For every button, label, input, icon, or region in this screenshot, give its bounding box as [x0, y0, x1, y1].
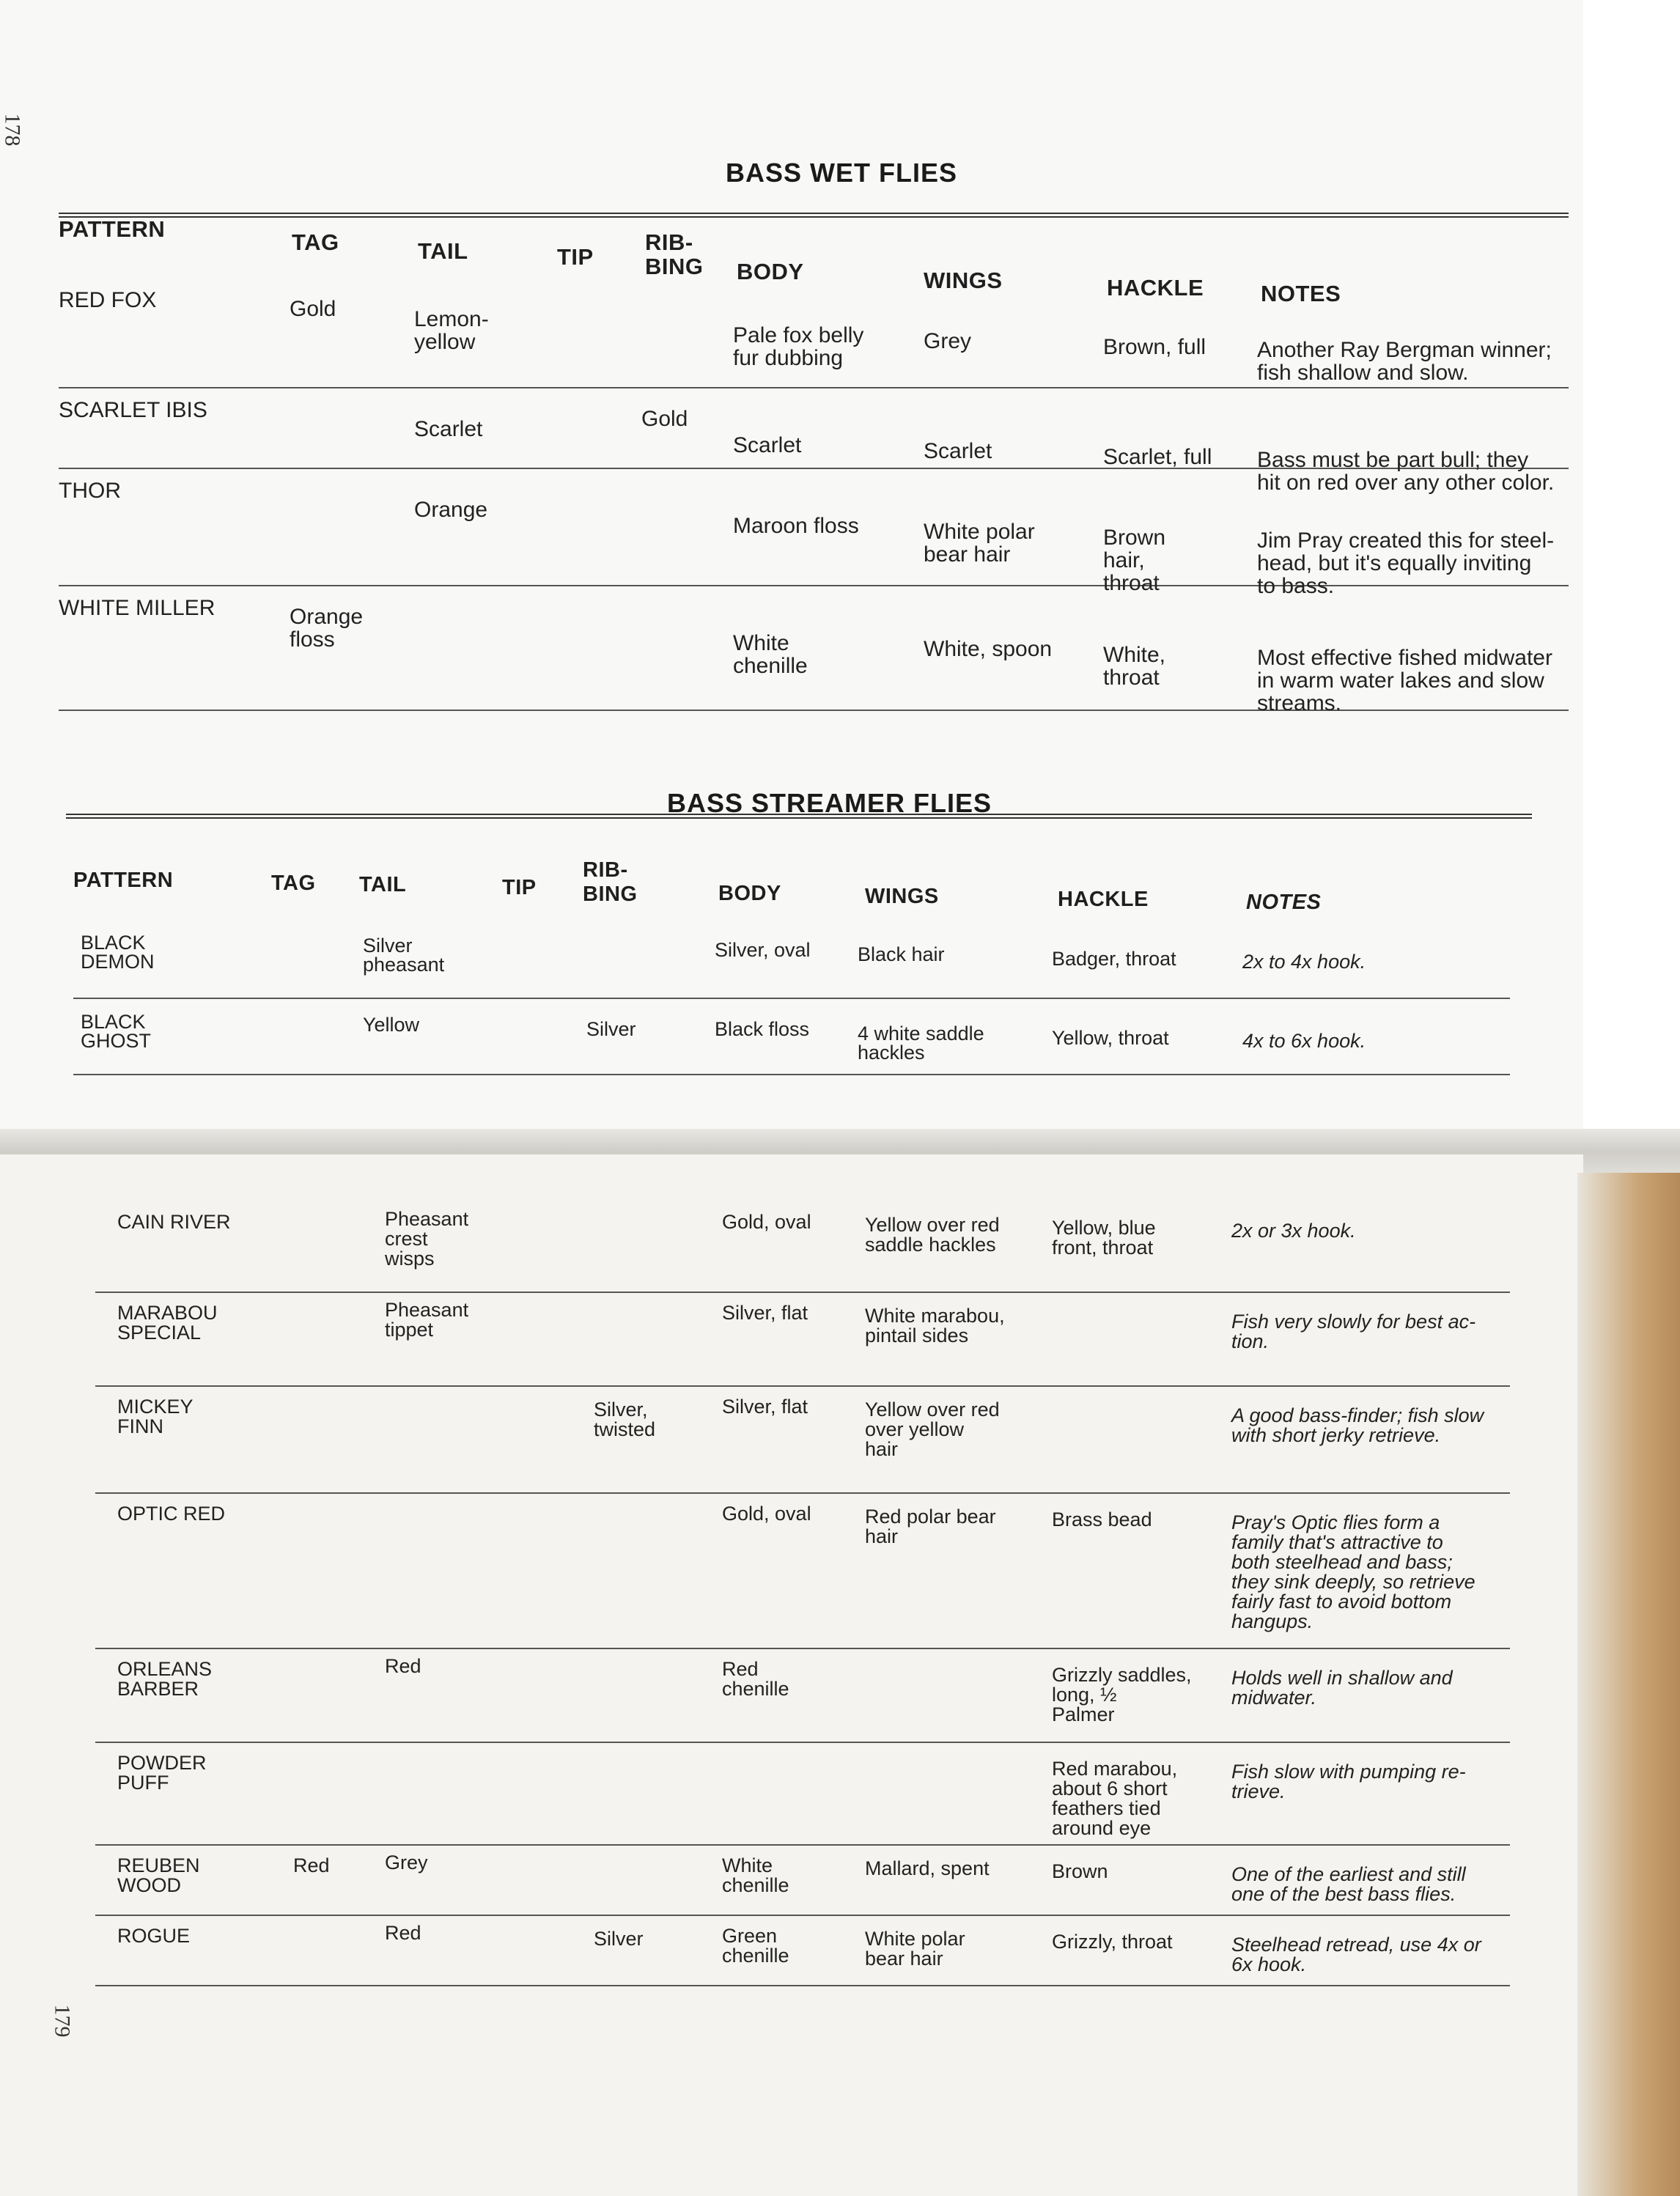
cell-hackle: Badger, throat: [1052, 948, 1176, 970]
cell-tail: Scarlet: [414, 417, 483, 441]
cell-tail: Pheasant crest wisps: [385, 1208, 469, 1270]
cell-tail: Lemon- yellow: [414, 307, 489, 354]
cell-body: Red chenille: [722, 1658, 789, 1700]
cell-pattern: REUBEN WOOD: [117, 1854, 200, 1896]
header-tip: TIP: [502, 876, 537, 899]
cell-ribbing: Silver, twisted: [594, 1399, 656, 1440]
header-hackle: HACKLE: [1107, 275, 1204, 301]
cell-hackle: Grizzly, throat: [1052, 1931, 1173, 1953]
streamer-flies-title: BASS STREAMER FLIES: [667, 788, 992, 818]
cell-notes: Bass must be part bull; they hit on red over any other color.: [1257, 448, 1555, 495]
cell-pattern: OPTIC RED: [117, 1503, 226, 1525]
cell-wings: Mallard, spent: [865, 1857, 990, 1879]
cell-body: Silver, flat: [722, 1396, 808, 1418]
table-row: [95, 1293, 1510, 1387]
cell-hackle: Scarlet, full: [1103, 445, 1212, 469]
header-tail: TAIL: [359, 873, 407, 896]
cell-wings: 4 white saddle hackles: [858, 1023, 984, 1064]
cell-tail: Pheasant tippet: [385, 1299, 469, 1341]
page-number-top: 178: [0, 113, 25, 147]
header-body: BODY: [718, 882, 781, 905]
header-tip: TIP: [557, 244, 594, 270]
cell-pattern: MARABOU SPECIAL: [117, 1302, 218, 1344]
header-tag: TAG: [271, 872, 316, 895]
table-row: [95, 1387, 1510, 1494]
cell-wings: White polar bear hair: [865, 1928, 965, 1970]
table-row: [95, 1743, 1510, 1846]
cell-notes: Jim Pray created this for steel- head, but it's equally inviting to bass.: [1257, 528, 1555, 598]
page-number-bottom: 179: [50, 2004, 75, 2038]
cell-pattern: CAIN RIVER: [117, 1211, 231, 1233]
header-notes: NOTES: [1246, 891, 1322, 914]
streamer-flies-table-continued: [95, 1202, 1510, 1986]
book-cover-edge: [1577, 1173, 1680, 2196]
cell-tail: Orange: [414, 498, 488, 522]
cell-body: Green chenille: [722, 1925, 789, 1967]
cell-notes: 2x to 4x hook.: [1242, 951, 1366, 973]
cell-body: Black floss: [715, 1018, 810, 1040]
header-tail: TAIL: [418, 238, 468, 264]
cell-pattern: THOR: [59, 479, 121, 503]
cell-pattern: BLACK GHOST: [81, 1011, 152, 1052]
cell-body: Gold, oval: [722, 1211, 811, 1233]
cell-wings: Yellow over red saddle hackles: [865, 1214, 1000, 1256]
cell-hackle: Brown, full: [1103, 335, 1206, 359]
cell-hackle: Grizzly saddles, long, ½ Palmer: [1052, 1664, 1192, 1725]
cell-wings: Red polar bear hair: [865, 1506, 996, 1547]
table-row: [59, 586, 1569, 715]
cell-pattern: MICKEY FINN: [117, 1396, 194, 1437]
cell-body: Pale fox belly fur dubbing: [733, 323, 864, 370]
cell-pattern: ROGUE: [117, 1925, 191, 1947]
table-row: [95, 1649, 1510, 1743]
cell-tag: Gold: [290, 297, 336, 321]
streamer-flies-rows-top: [73, 920, 1510, 1075]
cell-tag: Red: [293, 1854, 330, 1876]
streamer-flies-table: [73, 854, 1510, 1075]
cell-wings: Grey: [924, 329, 972, 353]
cell-ribbing: Silver: [594, 1928, 644, 1950]
cell-pattern: POWDER PUFF: [117, 1752, 207, 1794]
cell-hackle: Brass bead: [1052, 1508, 1152, 1530]
cell-notes: Fish very slowly for best ac- tion.: [1231, 1311, 1476, 1352]
cell-tail: Silver pheasant: [363, 935, 445, 976]
cell-hackle: Brown: [1052, 1860, 1108, 1882]
cell-pattern: BLACK DEMON: [81, 932, 155, 973]
header-tag: TAG: [292, 229, 339, 255]
cell-notes: 2x or 3x hook.: [1231, 1220, 1356, 1242]
cell-notes: A good bass-finder; fish slow with short jerky retrieve.: [1231, 1404, 1484, 1446]
cell-body: Gold, oval: [722, 1503, 811, 1525]
streamer-flies-rows-bottom: [95, 1202, 1510, 1986]
header-pattern: PATTERN: [59, 216, 166, 242]
cell-hackle: Red marabou, about 6 short feathers tied around eye: [1052, 1758, 1178, 1839]
header-pattern: PATTERN: [73, 869, 174, 892]
table-row: [59, 469, 1569, 598]
cell-body: White chenille: [722, 1854, 789, 1896]
cell-wings: White marabou, pintail sides: [865, 1305, 1005, 1346]
cell-wings: White, spoon: [924, 637, 1053, 661]
header-wings: WINGS: [924, 268, 1003, 293]
header-hackle: HACKLE: [1058, 888, 1149, 911]
cell-hackle: Brown hair, throat: [1103, 526, 1166, 595]
cell-body: White chenille: [733, 631, 808, 678]
cell-pattern: ORLEANS BARBER: [117, 1658, 213, 1700]
wet-flies-rows: [59, 279, 1569, 715]
header-wings: WINGS: [865, 885, 939, 908]
cell-tag: Orange floss: [290, 605, 364, 652]
cell-notes: Holds well in shallow and midwater.: [1231, 1667, 1453, 1709]
cell-notes: Another Ray Bergman winner; fish shallow and slow.: [1257, 338, 1552, 385]
header-notes: NOTES: [1261, 281, 1341, 306]
cell-notes: Fish slow with pumping re- trieve.: [1231, 1761, 1466, 1802]
cell-ribbing: Gold: [641, 407, 688, 431]
cell-notes: 4x to 6x hook.: [1242, 1030, 1366, 1052]
cell-notes: Steelhead retread, use 4x or 6x hook.: [1231, 1934, 1481, 1975]
cell-wings: White polar bear hair: [924, 520, 1035, 567]
cell-tail: Grey: [385, 1852, 428, 1873]
cell-notes: Most effective fished midwater in warm water lakes and slow streams.: [1257, 646, 1552, 715]
header-ribbing: RIB- BING: [583, 858, 638, 906]
cell-pattern: WHITE MILLER: [59, 596, 215, 620]
cell-hackle: White, throat: [1103, 643, 1166, 690]
table-row: [95, 1846, 1510, 1916]
cell-body: Maroon floss: [733, 514, 859, 538]
cell-body: Silver, oval: [715, 939, 811, 961]
streamer-flies-top-rule: [66, 814, 1532, 819]
cell-pattern: SCARLET IBIS: [59, 398, 207, 422]
cell-body: Silver, flat: [722, 1302, 808, 1324]
cell-ribbing: Silver: [586, 1018, 636, 1040]
table-row: [59, 279, 1569, 388]
cell-notes: Pray's Optic flies form a family that's attractive to both steelhead and bass; they sink deeply, so retrieve fairly fast to avoid bottom hangups.: [1231, 1511, 1475, 1632]
table-row: [73, 920, 1510, 999]
wet-flies-title: BASS WET FLIES: [726, 158, 958, 188]
cell-wings: Yellow over red over yellow hair: [865, 1399, 1000, 1460]
wet-flies-table: [59, 213, 1569, 715]
cell-tail: Red: [385, 1655, 421, 1677]
table-row: [95, 1494, 1510, 1649]
header-ribbing: RIB- BING: [645, 229, 704, 279]
table-row: [95, 1202, 1510, 1293]
cell-tail: Yellow: [363, 1014, 420, 1036]
cell-hackle: Yellow, throat: [1052, 1027, 1169, 1049]
cell-wings: Black hair: [858, 943, 945, 965]
cell-wings: Scarlet: [924, 439, 992, 463]
cell-tail: Red: [385, 1922, 421, 1944]
cell-notes: One of the earliest and still one of the best bass flies.: [1231, 1863, 1466, 1905]
cell-hackle: Yellow, blue front, throat: [1052, 1217, 1156, 1259]
streamer-flies-header-row: [73, 854, 1510, 920]
cell-body: Scarlet: [733, 433, 802, 457]
header-body: BODY: [737, 259, 804, 284]
table-row: [73, 999, 1510, 1075]
table-row: [95, 1916, 1510, 1986]
cell-pattern: RED FOX: [59, 288, 157, 312]
